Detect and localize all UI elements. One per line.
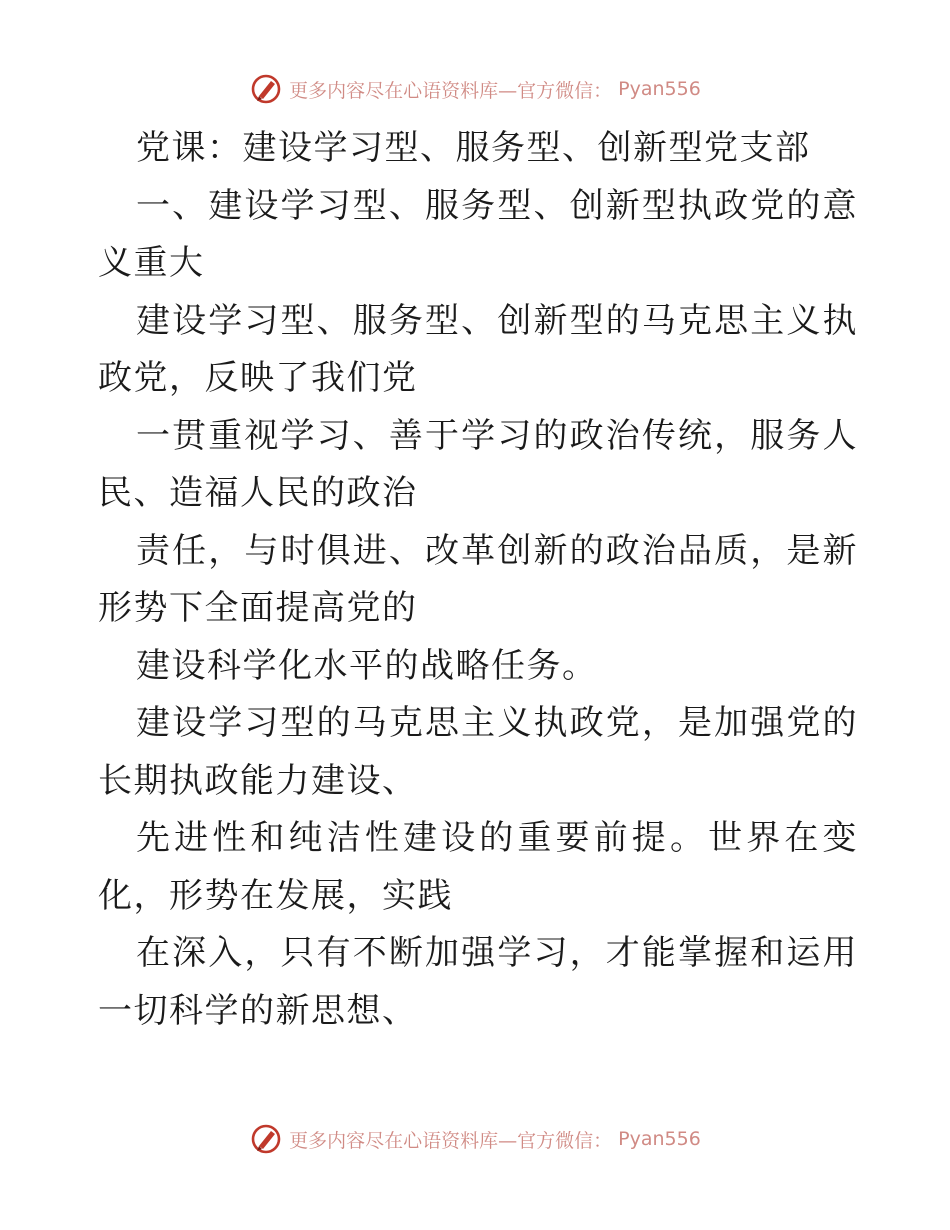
paragraph: 建设科学化水平的战略任务。 [136, 645, 598, 686]
watermark-text: 更多内容尽在心语资料库—官方微信： [289, 1129, 613, 1152]
document-body [98, 120, 858, 1040]
document-title: 党课：建设学习型、服务型、创新型党支部 [136, 128, 811, 168]
pen-circle-logo-icon [249, 1122, 283, 1156]
paragraph: 在深入，只有不断加强学习，才能掌握和运用一切科学的新思想、 [98, 933, 858, 1031]
paragraph: 一贯重视学习、善于学习的政治传统，服务人民、造福人民的政治 [98, 415, 858, 513]
watermark-text: 更多内容尽在心语资料库—官方微信： [289, 79, 613, 102]
footer-watermark [0, 1122, 950, 1156]
paragraph: 一、建设学习型、服务型、创新型执政党的意义重大 [98, 185, 858, 283]
watermark-id: Pyan556 [618, 78, 701, 100]
paragraph: 先进性和纯洁性建设的重要前提。世界在变化，形势在发展，实践 [98, 818, 858, 916]
pen-circle-logo-icon [249, 72, 283, 106]
watermark-id: Pyan556 [618, 1128, 701, 1150]
paragraph: 建设学习型、服务型、创新型的马克思主义执政党，反映了我们党 [98, 300, 858, 398]
paragraph: 建设学习型的马克思主义执政党，是加强党的长期执政能力建设、 [98, 703, 858, 801]
header-watermark [0, 72, 950, 106]
paragraph: 责任，与时俱进、改革创新的政治品质，是新形势下全面提高党的 [98, 530, 858, 628]
